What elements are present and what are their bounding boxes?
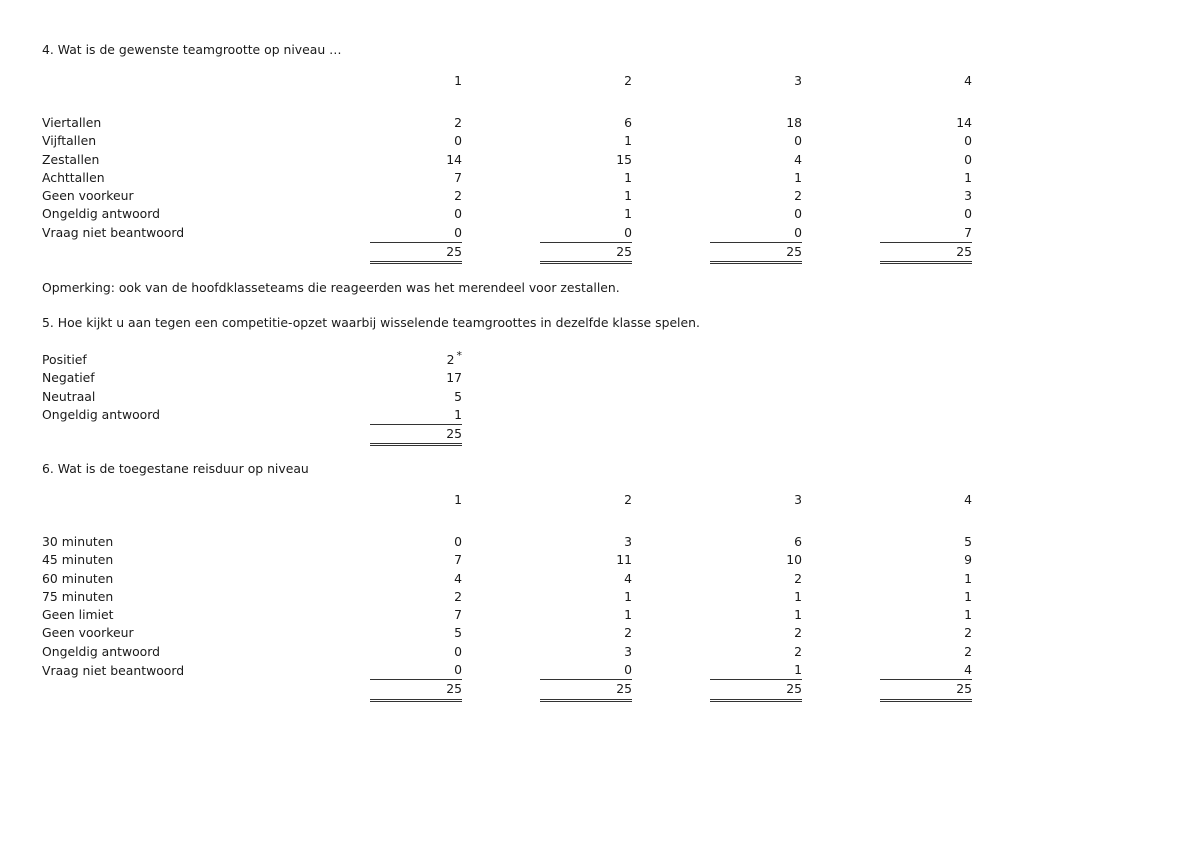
table-q4-row-0-col-1: 2	[454, 115, 462, 130]
table-q6-row-7-col-4: 4	[964, 662, 972, 678]
cell-spacer	[462, 680, 540, 700]
table-q4-row-2-col-3: 4	[794, 151, 802, 167]
table-q4-row-6-col-2: 0	[624, 224, 632, 240]
cell-spacer	[802, 570, 880, 588]
table-q5-row-0-value	[370, 348, 462, 369]
table-q6-row-1-col-3: 10	[786, 552, 802, 568]
table-row	[42, 369, 462, 387]
cell-spacer	[802, 588, 880, 606]
table-q4-row-4-col-4: 3	[964, 188, 972, 204]
table-q6-row-2-col-2: 4	[624, 570, 632, 586]
table-q4-row-2-label: Zestallen	[42, 151, 100, 167]
table-question-4	[42, 72, 972, 264]
table-q6-row-5-col-4: 2	[964, 625, 972, 641]
table-row	[42, 643, 972, 661]
table-q6-spacer-1	[292, 491, 370, 509]
table-q6-row-0-col-2: 3	[624, 534, 632, 549]
cell-spacer	[802, 114, 880, 132]
table-q6-row-7-col-1: 0	[454, 662, 462, 678]
cell-spacer	[632, 169, 710, 187]
cell-spacer	[462, 551, 540, 569]
cell-spacer	[292, 151, 370, 169]
table-q4-spacer-3	[632, 72, 710, 90]
footnote-asterisk: *	[456, 348, 462, 362]
cell-spacer	[632, 187, 710, 205]
table-q5-row-2-value: 5	[454, 388, 462, 404]
cell-spacer	[802, 551, 880, 569]
table-question-6	[42, 491, 972, 702]
table-q6-row-2-label: 60 minuten	[42, 570, 114, 586]
table-q6-row-4-col-2: 1	[624, 607, 632, 623]
cell-spacer	[632, 224, 710, 243]
cell-spacer	[462, 151, 540, 169]
table-q4-row-4-col-3: 2	[794, 188, 802, 204]
cell-spacer	[632, 624, 710, 642]
table-q6-row-0-col-3: 6	[794, 534, 802, 549]
cell-spacer	[802, 661, 880, 680]
cell-spacer	[632, 643, 710, 661]
table-q4-col-header-3: 3	[794, 73, 802, 88]
table-row	[42, 661, 972, 680]
table-q6-row-4-col-4: 1	[964, 607, 972, 623]
table-q4-row-1-label: Vijftallen	[42, 133, 97, 149]
table-q5-totals-label	[42, 425, 292, 445]
cell-spacer	[462, 169, 540, 187]
table-q4-total-col-2: 25	[540, 243, 632, 263]
table-q4-row-3-col-2: 1	[624, 169, 632, 185]
table-q4-row-2-col-4: 0	[964, 151, 972, 167]
cell-spacer	[802, 680, 880, 700]
cell-spacer	[462, 114, 540, 132]
cell-spacer	[292, 570, 370, 588]
table-q6-body	[42, 533, 972, 700]
table-q6-row-2-col-1: 4	[454, 570, 462, 586]
table-q4-col-header-2: 2	[624, 73, 632, 88]
table-q6-header	[42, 491, 972, 533]
cell-spacer	[462, 224, 540, 243]
table-q4-row-2-col-2: 15	[616, 151, 632, 167]
table-q6-row-3-col-3: 1	[794, 588, 802, 604]
table-row	[42, 169, 972, 187]
table-row	[42, 187, 972, 205]
table-q4-row-6-col-3: 0	[794, 224, 802, 240]
cell-spacer	[462, 661, 540, 680]
table-q4-row-3-col-4: 1	[964, 169, 972, 185]
table-q4-total-col-3: 25	[710, 243, 802, 263]
table-q4-row-1-col-3: 0	[794, 133, 802, 149]
table-q4-totals-row	[42, 243, 972, 263]
cell-spacer	[632, 570, 710, 588]
question-4-heading: 4. Wat is de gewenste teamgrootte op niveau …	[42, 42, 342, 57]
table-q4-row-5-col-2: 1	[624, 206, 632, 222]
cell-spacer	[632, 132, 710, 150]
table-q6-row-5-col-2: 2	[624, 625, 632, 641]
table-q4-totals-label	[42, 243, 292, 263]
table-q6-totals-label	[42, 680, 292, 700]
table-q4-row-5-col-4: 0	[964, 206, 972, 222]
table-q6-col-header-1: 1	[454, 492, 462, 507]
table-q5-total-value: 25	[370, 425, 462, 445]
table-q6-row-7-label: Vraag niet beantwoord	[42, 662, 185, 678]
cell-spacer	[802, 169, 880, 187]
table-row	[42, 533, 972, 551]
cell-spacer	[462, 187, 540, 205]
table-q6-row-0-col-4: 5	[964, 534, 972, 549]
table-q4-row-1-col-4: 0	[964, 133, 972, 149]
cell-spacer	[802, 187, 880, 205]
cell-spacer	[632, 661, 710, 680]
table-q4-row-1-col-1: 0	[454, 133, 462, 149]
table-q6-totals-row	[42, 680, 972, 700]
cell-spacer	[462, 132, 540, 150]
cell-spacer	[632, 551, 710, 569]
table-q4-header-row	[42, 72, 972, 90]
table-q6-corner	[42, 491, 292, 509]
table-q4-row-2-col-1: 14	[446, 151, 462, 167]
table-q4-corner	[42, 72, 292, 90]
table-q4-row-4-col-2: 1	[624, 188, 632, 204]
table-row	[42, 588, 972, 606]
table-q4-row-0-label: Viertallen	[42, 115, 102, 130]
table-q6-row-4-col-3: 1	[794, 607, 802, 623]
table-row	[42, 624, 972, 642]
table-row	[42, 351, 462, 369]
table-q6-row-1-col-1: 7	[454, 552, 462, 568]
table-q5-totals-row	[42, 425, 462, 445]
cell-spacer	[462, 606, 540, 624]
cell-spacer	[462, 533, 540, 551]
cell-spacer	[292, 588, 370, 606]
table-row	[42, 114, 972, 132]
cell-spacer	[802, 205, 880, 223]
cell-spacer	[462, 243, 540, 263]
table-q4-spacer-1	[292, 72, 370, 90]
question-5-heading: 5. Hoe kijkt u aan tegen een competitie-opzet waarbij wisselende teamgroottes in dezelfde klasse spelen.	[42, 315, 700, 330]
table-row	[42, 388, 462, 406]
table-q4-header	[42, 72, 972, 114]
table-q5-row-1-value: 17	[446, 370, 462, 386]
cell-spacer	[632, 533, 710, 551]
cell-spacer	[462, 624, 540, 642]
table-q6-row-5-label: Geen voorkeur	[42, 625, 134, 641]
table-q5-row-1-label: Negatief	[42, 370, 95, 386]
table-q6-row-3-col-1: 2	[454, 588, 462, 604]
cell-spacer	[802, 132, 880, 150]
table-q6-col-header-4: 4	[964, 492, 972, 507]
table-q6-col-header-2: 2	[624, 492, 632, 507]
cell-spacer	[292, 425, 370, 445]
table-q4-spacer-2	[462, 72, 540, 90]
table-q6-total-col-1: 25	[370, 680, 462, 700]
cell-spacer	[462, 205, 540, 223]
table-q4-row-1-col-2: 1	[624, 133, 632, 149]
table-q4-header-gap	[42, 90, 972, 114]
table-q4-total-col-1: 25	[370, 243, 462, 263]
table-q5-row-3-value: 1	[454, 406, 462, 422]
table-q6-row-3-col-4: 1	[964, 588, 972, 604]
table-q4-col-header-1: 1	[454, 73, 462, 88]
cell-spacer	[292, 606, 370, 624]
table-row	[42, 151, 972, 169]
cell-spacer	[292, 224, 370, 243]
cell-spacer	[632, 151, 710, 169]
table-q4-row-3-label: Achttallen	[42, 169, 105, 185]
table-q4-row-4-label: Geen voorkeur	[42, 188, 134, 204]
table-q5-body	[42, 348, 462, 445]
cell-spacer	[292, 369, 370, 387]
table-q6-total-col-2: 25	[540, 680, 632, 700]
cell-spacer	[292, 624, 370, 642]
table-q4-spacer-4	[802, 72, 880, 90]
cell-spacer	[802, 643, 880, 661]
table-q6-row-6-col-4: 2	[964, 643, 972, 659]
cell-spacer	[292, 551, 370, 569]
table-q6-row-6-label: Ongeldig antwoord	[42, 643, 160, 659]
table-q4-row-6-col-4: 7	[964, 224, 972, 240]
table-q6-total-col-4: 25	[880, 680, 972, 700]
table-q6-row-5-col-1: 5	[454, 625, 462, 641]
cell-spacer	[632, 243, 710, 263]
cell-spacer	[292, 205, 370, 223]
cell-spacer	[292, 243, 370, 263]
cell-spacer	[802, 224, 880, 243]
table-q6-spacer-4	[802, 491, 880, 509]
table-q4-col-header-4: 4	[964, 73, 972, 88]
table-row	[42, 606, 972, 624]
table-q4-row-0-col-4: 14	[956, 115, 972, 130]
cell-spacer	[632, 588, 710, 606]
cell-spacer	[462, 588, 540, 606]
table-q6-row-7-col-2: 0	[624, 662, 632, 678]
table-q4-row-5-label: Ongeldig antwoord	[42, 206, 160, 222]
table-q6-row-1-col-2: 11	[616, 552, 632, 568]
cell-spacer	[802, 624, 880, 642]
table-q5-row-3-label: Ongeldig antwoord	[42, 407, 160, 423]
table-question-5	[42, 348, 462, 446]
table-q6-row-1-col-4: 9	[964, 552, 972, 568]
table-row	[42, 132, 972, 150]
cell-spacer	[802, 243, 880, 263]
table-q4-row-5-col-1: 0	[454, 206, 462, 222]
table-q4-row-0-col-2: 6	[624, 115, 632, 130]
remark-text: Opmerking: ook van de hoofdklasseteams die reageerden was het merendeel voor zestallen.	[42, 280, 620, 295]
table-q5-row-2-label: Neutraal	[42, 388, 96, 404]
table-q6-row-7-col-3: 1	[794, 662, 802, 678]
table-q4-row-3-col-1: 7	[454, 169, 462, 185]
cell-spacer	[802, 533, 880, 551]
table-q4-total-col-4: 25	[880, 243, 972, 263]
table-row	[42, 570, 972, 588]
table-q6-row-0-col-1: 0	[454, 534, 462, 549]
table-q6-row-6-col-2: 3	[624, 643, 632, 659]
table-q6-row-4-col-1: 7	[454, 607, 462, 623]
table-q4-row-5-col-3: 0	[794, 206, 802, 222]
cell-spacer	[292, 132, 370, 150]
table-q6-row-3-label: 75 minuten	[42, 588, 114, 604]
cell-spacer	[292, 187, 370, 205]
table-q4-row-6-col-1: 0	[454, 224, 462, 240]
cell-spacer	[292, 169, 370, 187]
table-q5-row-0-number: 2	[446, 352, 455, 367]
table-row	[42, 551, 972, 569]
table-q6-row-2-col-4: 1	[964, 570, 972, 586]
table-q6-row-2-col-3: 2	[794, 570, 802, 586]
cell-spacer	[292, 661, 370, 680]
cell-spacer	[292, 388, 370, 406]
cell-spacer	[292, 533, 370, 551]
table-row	[42, 205, 972, 223]
table-q4-body	[42, 114, 972, 263]
table-q6-row-1-label: 45 minuten	[42, 552, 114, 568]
table-q4-row-3-col-3: 1	[794, 169, 802, 185]
cell-spacer	[632, 114, 710, 132]
cell-spacer	[632, 205, 710, 223]
question-6-heading: 6. Wat is de toegestane reisduur op niveau	[42, 461, 309, 476]
cell-spacer	[292, 114, 370, 132]
cell-spacer	[802, 606, 880, 624]
table-q6-spacer-3	[632, 491, 710, 509]
table-q4-header-gap-cell	[42, 90, 972, 114]
cell-spacer	[292, 351, 370, 369]
table-q6-row-4-label: Geen limiet	[42, 607, 114, 623]
cell-spacer	[802, 151, 880, 169]
table-q6-row-6-col-1: 0	[454, 643, 462, 659]
cell-spacer	[292, 406, 370, 425]
table-q4-row-4-col-1: 2	[454, 188, 462, 204]
table-q6-col-header-3: 3	[794, 492, 802, 507]
cell-spacer	[632, 680, 710, 700]
table-row	[42, 406, 462, 425]
cell-spacer	[292, 643, 370, 661]
table-q6-header-row	[42, 491, 972, 509]
cell-spacer	[462, 570, 540, 588]
cell-spacer	[292, 680, 370, 700]
table-q6-row-3-col-2: 1	[624, 588, 632, 604]
table-q6-spacer-2	[462, 491, 540, 509]
table-row	[42, 224, 972, 243]
table-q4-row-0-col-3: 18	[786, 115, 802, 130]
cell-spacer	[632, 606, 710, 624]
table-q6-header-gap	[42, 509, 972, 533]
table-q6-row-0-label: 30 minuten	[42, 534, 114, 549]
table-q6-row-6-col-3: 2	[794, 643, 802, 659]
table-q5-row-0-label: Positief	[42, 352, 87, 367]
cell-spacer	[462, 643, 540, 661]
table-q6-total-col-3: 25	[710, 680, 802, 700]
table-q6-header-gap-cell	[42, 509, 972, 533]
table-q6-row-5-col-3: 2	[794, 625, 802, 641]
table-q4-row-6-label: Vraag niet beantwoord	[42, 225, 185, 241]
